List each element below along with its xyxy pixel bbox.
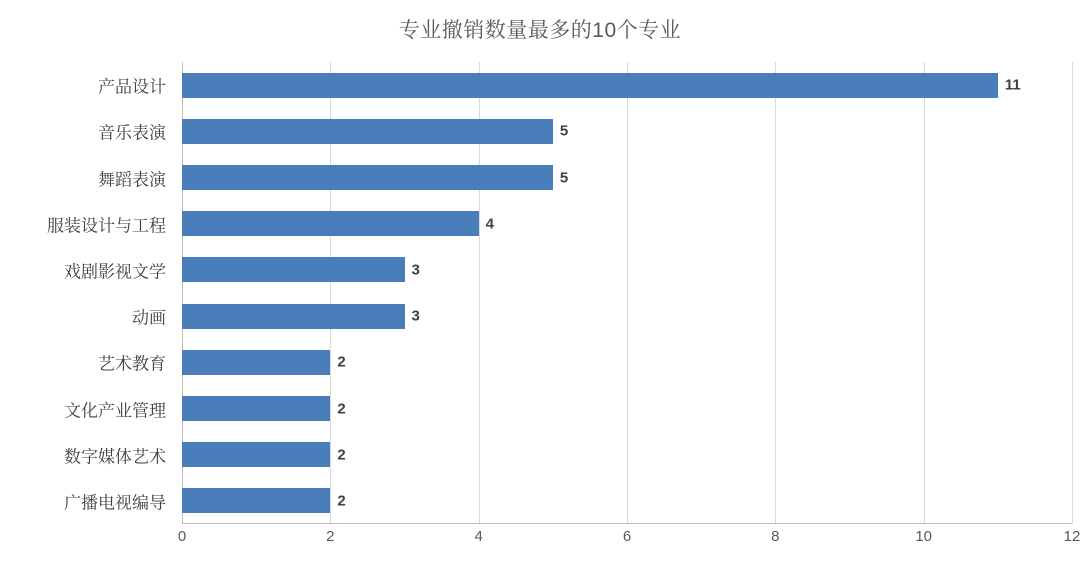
x-tick-label: 6 [622,528,632,545]
x-tick-label: 2 [326,528,335,545]
bar [182,119,553,144]
bar [182,211,479,236]
y-category-label: 音乐表演 [98,123,166,144]
bar-value-label: 2 [337,400,346,417]
bar [182,350,330,375]
bar-series [182,62,1072,524]
x-axis-tick-labels [177,528,1080,554]
y-category-label: 服装设计与工程 [47,216,166,237]
x-tick-label: 12 [1063,528,1080,545]
bar-value-label: 11 [1004,76,1021,94]
bar [182,304,405,329]
bar [182,73,998,98]
y-category-label: 动画 [132,308,166,329]
y-category-label: 产品设计 [98,77,166,98]
gridline [1072,62,1073,524]
x-tick-label: 4 [474,528,483,545]
y-axis-category-labels [0,62,174,524]
bar [182,442,330,467]
y-category-label: 舞蹈表演 [98,170,166,190]
bar-row [182,165,1072,190]
plot-area [182,62,1072,524]
y-category-label: 戏剧影视文学 [64,262,166,283]
y-category-label: 数字媒体艺术 [64,447,166,468]
x-tick-label: 10 [915,528,932,545]
x-tick-label: 8 [771,528,780,545]
bar [182,488,330,513]
bar-row [182,304,1072,329]
bar-value-label: 3 [411,261,420,279]
bar-row [182,396,1072,421]
bar [182,396,330,421]
bar [182,257,405,282]
bar [182,165,553,190]
bar-row [182,119,1072,144]
bar-value-label: 5 [559,122,569,140]
bar-row [182,211,1072,236]
bar-value-label: 2 [337,446,346,464]
bar-value-label: 2 [337,492,346,510]
bar-value-label: 3 [411,307,420,325]
bar-row [182,442,1072,467]
y-category-label: 广播电视编导 [64,493,166,514]
chart-title: 专业撤销数量最多的10个专业 [398,19,682,42]
bar-row [182,257,1072,282]
bar-row [182,73,1072,98]
x-tick-label: 0 [177,528,187,545]
bar-row [182,488,1072,513]
bar-value-label: 4 [485,215,494,233]
bar-value-label: 2 [337,353,346,371]
y-category-label: 文化产业管理 [64,401,166,421]
y-category-label: 艺术教育 [98,354,166,375]
bar-value-label: 5 [559,169,569,186]
bar-row [182,350,1072,375]
